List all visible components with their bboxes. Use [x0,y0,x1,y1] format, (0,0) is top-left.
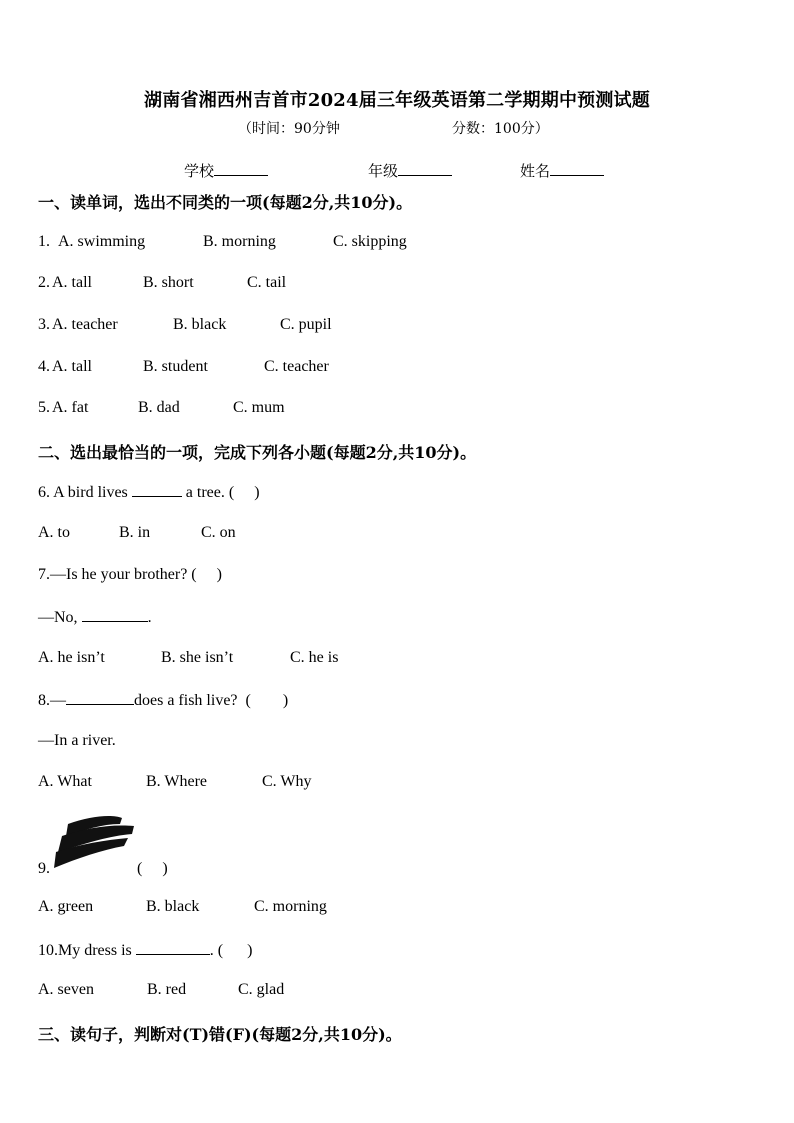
q10-stem [38,940,252,960]
grade-field [368,160,452,181]
exam-score: 分数：100分） [452,121,549,137]
q7-blank [82,607,148,622]
school-blank [214,161,268,176]
q6-text-after: a tree. ( ) [181,484,260,501]
q10-option-c: C. glad [238,981,285,998]
q10-text-before: 10.My dress is [38,942,136,959]
q4-option-c: C. teacher [264,358,329,375]
q10-text-after: . ( ) [209,942,253,959]
name-field [520,160,604,181]
grade-blank [398,161,452,176]
exam-time: （时间：90分钟 [238,121,340,137]
q8-text-after: does a fish live? ( ) [134,692,289,709]
q8-option-a: A. What [38,773,92,790]
q7-option-c: C. he is [290,649,339,666]
q7-reply-after: . [147,609,152,626]
name-label: 姓名 [520,162,551,180]
q9-option-b: B. black [146,898,200,915]
q6-option-a: A. to [38,524,70,541]
q3-option-c: C. pupil [280,316,332,333]
q3-option-b: B. black [173,316,227,333]
q3-number: 3. [38,316,50,333]
q6-option-b: B. in [119,524,151,541]
q10-blank [136,940,210,955]
q5-option-a: A. fat [52,399,89,416]
school-label: 学校 [184,162,215,180]
q6-text-before: 6. A bird lives [38,484,132,501]
q9-option-c: C. morning [254,898,327,915]
q8-text-before: 8.— [38,692,66,709]
q4-number: 4. [38,358,50,375]
q2-option-a: A. tall [52,274,92,291]
q2-option-b: B. short [143,274,194,291]
q2-number: 2. [38,274,50,291]
q6-stem [38,482,260,502]
q1-option-c: C. skipping [333,233,407,250]
q8-reply: —In a river. [38,732,116,749]
q3-option-a: A. teacher [52,316,118,333]
q6-option-c: C. on [201,524,236,541]
name-blank [550,161,604,176]
q8-stem [38,690,288,710]
q7-stem: 7.—Is he your brother? ( ) [38,566,222,583]
q7-reply [38,607,152,627]
q2-option-c: C. tail [247,274,287,291]
q1-number: 1. [38,233,54,250]
q1-option-b: B. morning [203,233,276,250]
q10-option-b: B. red [147,981,187,998]
q7-option-a: A. he isn’t [38,649,105,666]
q7-reply-before: —No, [38,609,82,626]
q5-option-c: C. mum [233,399,285,416]
q8-blank [66,690,134,705]
school-field [184,160,268,181]
q8-option-c: C. Why [262,773,312,790]
q1-option-a: A. swimming [58,233,146,250]
q10-option-a: A. seven [38,981,94,998]
section-3-heading: 三、读句子，判断对(T)错(F)(每题2分,共10分)。 [38,1025,402,1044]
q8-option-b: B. Where [146,773,208,790]
q4-option-b: B. student [143,358,208,375]
q6-blank [132,482,182,497]
q5-option-b: B. dad [138,399,180,416]
q9-number: 9. [38,860,50,877]
q5-number: 5. [38,399,50,416]
section-2-heading: 二、选出最恰当的一项，完成下列各小题(每题2分,共10分)。 [38,443,477,462]
q4-option-a: A. tall [52,358,92,375]
page-title: 湖南省湘西州吉首市2024届三年级英语第二学期期中预测试题 [144,90,650,111]
section-1-heading: 一、读单词，选出不同类的一项(每题2分,共10分)。 [38,193,413,212]
redaction-scribble-icon [50,810,140,872]
q9-answer-paren: ( ) [137,860,168,877]
q9-option-a: A. green [38,898,94,915]
q7-option-b: B. she isn’t [161,649,234,666]
grade-label: 年级 [368,162,399,180]
